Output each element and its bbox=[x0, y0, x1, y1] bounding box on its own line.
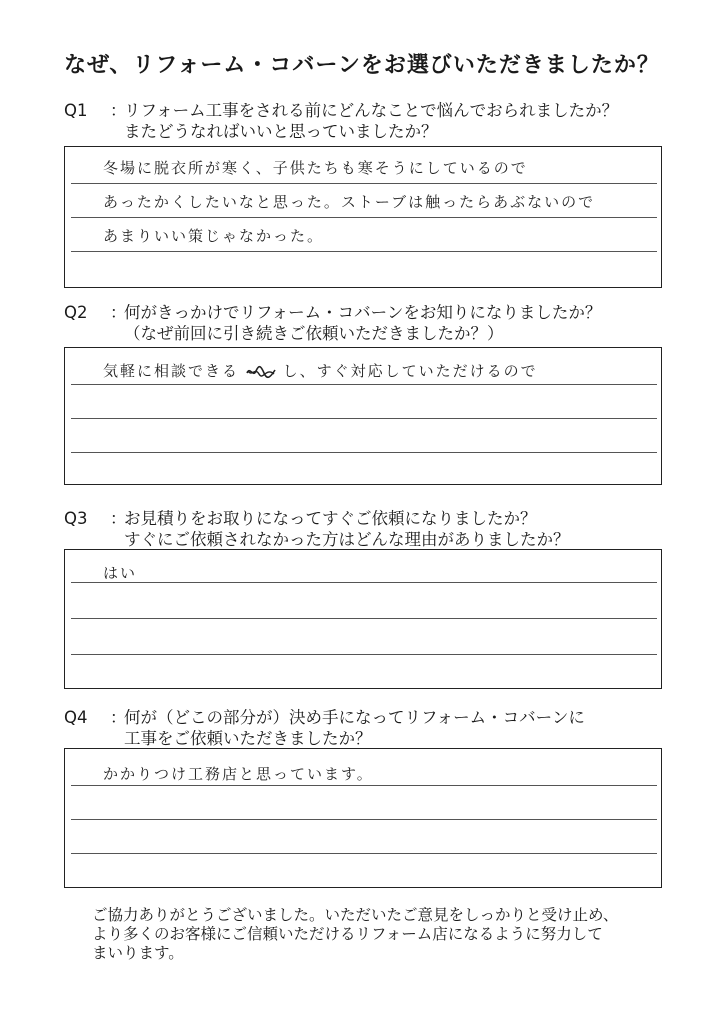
question-text-line-2: （なぜ前回に引き続きご依頼いただきましたか？） bbox=[124, 324, 504, 343]
colon: ： bbox=[110, 303, 127, 322]
handwritten-answer-line: 冬場に脱衣所が寒く、子供たちも寒そうにしているので bbox=[103, 159, 528, 177]
answer-box-3 bbox=[64, 549, 662, 689]
answer-rule bbox=[71, 785, 657, 786]
answer-rule bbox=[71, 819, 657, 820]
answer-rule bbox=[71, 384, 657, 385]
question-text-line-2: 工事をご依頼いただきましたか？ bbox=[124, 729, 372, 748]
answer-box-2 bbox=[64, 347, 662, 485]
handwritten-answer-line: はい bbox=[103, 564, 138, 582]
question-number: Q3 bbox=[64, 509, 88, 528]
question-number: Q1 bbox=[64, 101, 88, 120]
scribble-out-mark bbox=[246, 365, 276, 379]
survey-title: なぜ、リフォーム・コバーンをお選びいただきましたか？ bbox=[64, 53, 660, 78]
closing-line: より多くのお客様にご信頼いただけるリフォーム店になるように努力して bbox=[92, 925, 603, 943]
question-number: Q4 bbox=[64, 708, 88, 727]
handwritten-answer-line: あまりいい策じゃなかった。 bbox=[103, 227, 325, 245]
answer-rule bbox=[71, 654, 657, 655]
question-4 bbox=[64, 707, 585, 749]
answer-rule bbox=[71, 183, 657, 184]
closing-line: まいります。 bbox=[92, 944, 184, 962]
handwritten-answer-line: かかりつけ工務店と思っています。 bbox=[103, 765, 374, 783]
answer-box-1 bbox=[64, 146, 662, 288]
question-number: Q2 bbox=[64, 303, 88, 322]
question-text-line-1: お見積りをお取りになってすぐご依頼になりましたか？ bbox=[124, 509, 537, 528]
answer-part: し、すぐ対応していただけるので bbox=[282, 362, 538, 380]
answer-rule bbox=[71, 618, 657, 619]
question-2 bbox=[64, 302, 601, 344]
question-text-line-2: またどうなればいいと思っていましたか？ bbox=[124, 122, 438, 141]
colon: ： bbox=[110, 101, 127, 120]
answer-box-4 bbox=[64, 748, 662, 888]
colon: ： bbox=[110, 509, 127, 528]
question-text-line-1: 何がきっかけでリフォーム・コバーンをお知りになりましたか？ bbox=[124, 303, 602, 322]
answer-rule bbox=[71, 452, 657, 453]
question-3 bbox=[64, 508, 570, 550]
answer-rule bbox=[71, 418, 657, 419]
answer-rule bbox=[71, 217, 657, 218]
answer-part: 気軽に相談できる bbox=[103, 362, 240, 380]
question-text-line-2: すぐにご依頼されなかった方はどんな理由がありましたか？ bbox=[124, 530, 570, 549]
answer-rule bbox=[71, 582, 657, 583]
closing-message bbox=[92, 906, 618, 963]
colon: ： bbox=[110, 708, 127, 727]
answer-rule bbox=[71, 251, 657, 252]
handwritten-answer-line bbox=[103, 360, 538, 381]
question-1 bbox=[64, 100, 618, 142]
question-text-line-1: リフォーム工事をされる前にどんなことで悩んでおられましたか？ bbox=[124, 101, 619, 120]
handwritten-answer-line: あったかくしたいなと思った。ストーブは触ったらあぶないので bbox=[103, 193, 596, 211]
answer-rule bbox=[71, 853, 657, 854]
question-text-line-1: 何が（どこの部分が）決め手になってリフォーム・コバーンに bbox=[124, 708, 585, 727]
closing-line: ご協力ありがとうございました。いただいたご意見をしっかりと受け止め、 bbox=[92, 906, 619, 924]
